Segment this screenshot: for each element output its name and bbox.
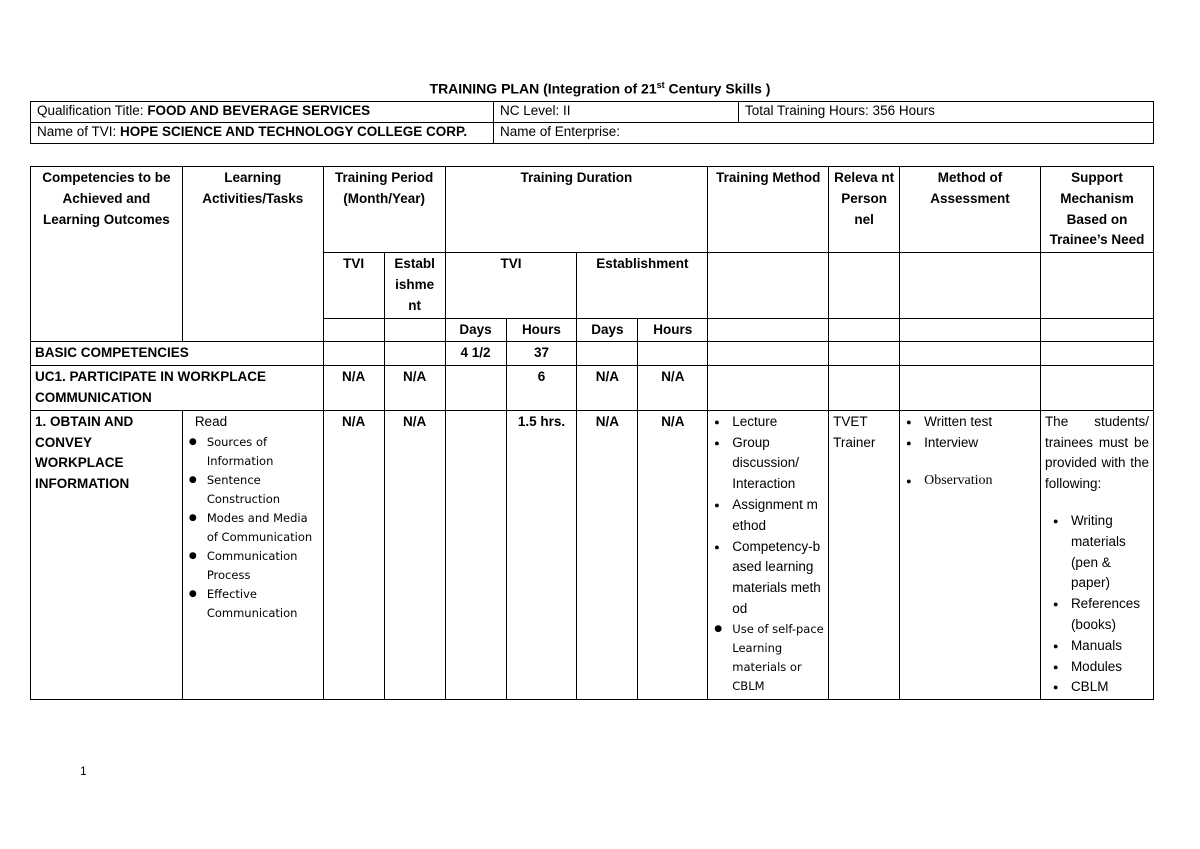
est-days: Days	[577, 318, 638, 342]
col-personnel: Releva nt Person nel	[829, 167, 900, 253]
document-title: TRAINING PLAN (Integration of 21st Century Skills )	[429, 80, 771, 97]
col-training-duration: Training Duration	[445, 167, 708, 253]
tvi-days: Days	[445, 318, 506, 342]
list-item: ● Communication Process	[187, 547, 319, 585]
uc1-row	[31, 366, 1154, 411]
nc-level-cell: NC Level: II	[494, 102, 739, 123]
list-item: ● Modules	[1051, 657, 1149, 678]
est-hours: Hours	[638, 318, 708, 342]
col-competencies: Competencies to be Achieved and Learning Outcomes	[31, 167, 183, 342]
list-item: ● Use of self-pace Learning materials or CBLM	[712, 620, 824, 696]
list-item: ● Effective Communication	[187, 585, 319, 623]
header-table	[30, 101, 1154, 144]
col-assessment: Method of Assessment	[900, 167, 1041, 253]
list-item: ● Lecture	[712, 412, 824, 433]
activities-list	[187, 433, 319, 623]
lo1-est: N/A	[384, 410, 445, 699]
tvi-name-cell: Name of TVI: HOPE SCIENCE AND TECHNOLOGY COLLEGE CORP.	[31, 123, 494, 144]
lo1-row	[31, 410, 1154, 699]
period-tvi: TVI	[323, 253, 384, 318]
lo1-methods	[708, 410, 829, 699]
page-number: 1	[80, 764, 87, 778]
col-training-period: Training Period (Month/Year)	[323, 167, 445, 253]
assessment-list	[904, 412, 1036, 492]
uc1-tvi: N/A	[323, 366, 384, 411]
list-item: ● Interview	[904, 433, 1036, 454]
basic-hours: 37	[506, 342, 577, 366]
lo1-activities: Read ● Sources of Information ● Sentence Construction ● Modes and Media of Communication ● Communication Process ● Effective Communication	[182, 410, 323, 699]
uc1-est-days: N/A	[577, 366, 638, 411]
duration-establishment: Establishment	[577, 253, 708, 318]
support-list	[1045, 511, 1149, 698]
list-item: ● References (books)	[1051, 594, 1149, 636]
col-support: Support Mechanism Based on Trainee’s Need	[1040, 167, 1153, 253]
basic-days: 4 1/2	[445, 342, 506, 366]
lo1-est-days: N/A	[577, 410, 638, 699]
training-plan-table	[30, 166, 1154, 700]
basic-competencies-row	[31, 342, 1154, 366]
qualification-cell: Qualification Title: FOOD AND BEVERAGE SERVICES	[31, 102, 494, 123]
lo1-support: The students/ trainees must be provided with the following: ● Writing materials (pen & paper) ● References (books) ● Manuals ● Modules ● CBLM	[1040, 410, 1153, 699]
list-item: ● Manuals	[1051, 636, 1149, 657]
lo1-personnel: TVET Trainer	[829, 410, 900, 699]
uc1-label: UC1. PARTICIPATE IN WORKPLACE COMMUNICATION	[31, 366, 324, 411]
uc1-hours: 6	[506, 366, 577, 411]
methods-list	[712, 412, 824, 696]
col-activities: Learning Activities/Tasks	[182, 167, 323, 342]
lo1-assessment	[900, 410, 1041, 699]
list-item: ● Modes and Media of Communication	[187, 509, 319, 547]
uc1-est-hours: N/A	[638, 366, 708, 411]
uc1-est: N/A	[384, 366, 445, 411]
list-item: ● Written test	[904, 412, 1036, 433]
col-training-method: Training Method	[708, 167, 829, 253]
list-item: ● Group discussion/ Interaction	[712, 433, 824, 495]
lo1-label: 1. OBTAIN AND CONVEY WORKPLACE INFORMATION	[31, 410, 183, 699]
list-item: ● Observation	[904, 471, 1036, 492]
lo1-hours: 1.5 hrs.	[506, 410, 577, 699]
basic-competencies-label: BASIC COMPETENCIES	[31, 342, 324, 366]
lo1-tvi: N/A	[323, 410, 384, 699]
duration-tvi: TVI	[445, 253, 577, 318]
tvi-hours: Hours	[506, 318, 577, 342]
list-item: ● CBLM	[1051, 677, 1149, 698]
list-item: ● Competency-based learning materials method	[712, 537, 824, 620]
enterprise-cell: Name of Enterprise:	[494, 123, 1154, 144]
total-hours-cell: Total Training Hours: 356 Hours	[739, 102, 1154, 123]
lo1-est-hours: N/A	[638, 410, 708, 699]
list-item: ● Writing materials (pen & paper)	[1051, 511, 1149, 594]
period-establishment: Establ ishme nt	[384, 253, 445, 318]
list-item: ● Sources of Information	[187, 433, 319, 471]
list-item: ● Assignment method	[712, 495, 824, 537]
list-item: ● Sentence Construction	[187, 471, 319, 509]
